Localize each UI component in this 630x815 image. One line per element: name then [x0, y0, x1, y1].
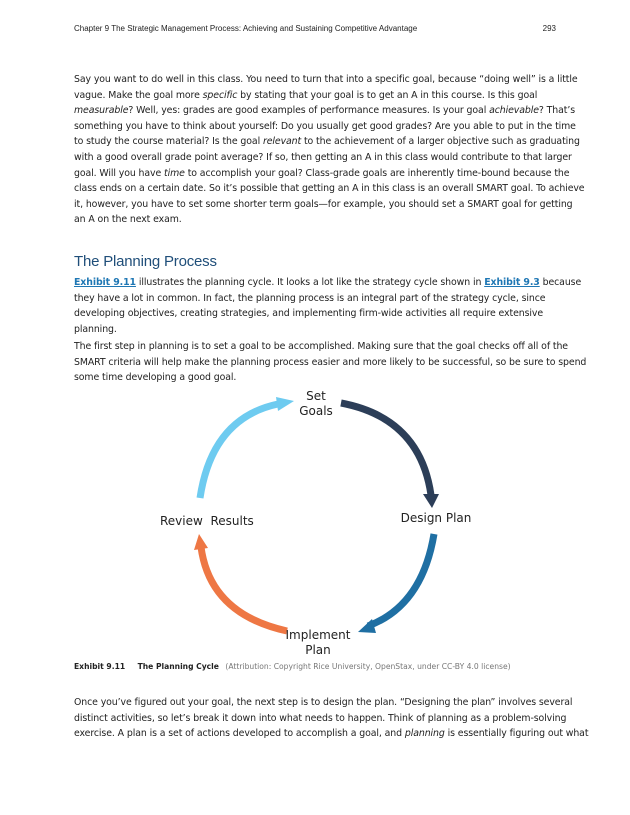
- stage-label-line: Design Plan: [400, 511, 472, 525]
- text-line: class ends on a certain date. So it’s possible that getting an A in this class is an overall SMART goal. To achieve: [74, 183, 585, 195]
- caption-attribution: (Attribution: Copyright Rice University, OpenStax, under CC-BY 4.0 license): [225, 662, 511, 671]
- exhibit-9-11-link[interactable]: Exhibit 9.11: [74, 277, 136, 288]
- emphasis-specific: specific: [202, 89, 238, 101]
- caption-title: The Planning Cycle: [137, 662, 219, 671]
- emphasis-achievable: achievable: [489, 105, 539, 117]
- stage-implement-plan: [280, 628, 356, 658]
- section-heading: The Planning Process: [74, 253, 217, 270]
- stage-label-line: Implement: [285, 628, 351, 642]
- chapter-title: Chapter 9 The Strategic Management Process: Achieving and Sustaining Competitive Advantage: [74, 24, 418, 33]
- emphasis-relevant: relevant: [262, 136, 302, 148]
- text-line: SMART criteria will help make the planning process easier and more likely to be successful, so be sure to spend: [74, 356, 587, 368]
- text-line: Exhibit 9.11 illustrates the planning cycle. It looks a lot like the strategy cycle shown in Exhibit 9.3 because: [74, 277, 582, 288]
- emphasis-measurable: measurable: [74, 105, 129, 117]
- stage-label-line: Plan: [305, 643, 331, 657]
- closing-paragraph: [74, 695, 589, 742]
- text-line: Once you’ve figured out your goal, the next step is to design the plan. “Designing the plan” involves several: [74, 697, 573, 708]
- text-line: to study the course material? Is the goal relevant to the achievement of a larger objective such as graduating: [74, 136, 580, 148]
- text-line: some time developing a good goal.: [74, 372, 237, 384]
- text-line: goal. Will you have time to accomplish your goal? Class-grade goals are inherently time-bound because the: [74, 167, 570, 179]
- intro-paragraph: [74, 72, 585, 228]
- planning-paragraph-2: [74, 339, 587, 386]
- text-line: The first step in planning is to set a goal to be accomplished. Making sure that the goal checks off all of the: [74, 341, 568, 352]
- text-line: an A on the next exam.: [74, 214, 182, 226]
- text-line: vague. Make the goal more specific by stating that your goal is to get an A in this course. Is this goal: [74, 89, 538, 101]
- planning-paragraph-1: [74, 275, 582, 337]
- stage-label-line: Review Results: [160, 514, 254, 528]
- stage-set-goals: [288, 389, 344, 419]
- page-number: 293: [542, 24, 556, 33]
- emphasis-planning: planning: [404, 728, 445, 740]
- arrowhead-review-results: [194, 534, 208, 550]
- arrow-review-results-to-set-goals: [200, 404, 278, 498]
- text-line: they have a lot in common. In fact, the planning process is an integral part of the strategy cycle, since: [74, 292, 546, 304]
- stage-review-results: [160, 514, 254, 529]
- planning-cycle-diagram: [150, 388, 490, 660]
- emphasis-time: time: [164, 167, 185, 179]
- text-line: planning.: [74, 323, 117, 335]
- stage-design-plan: [398, 511, 474, 526]
- text-line: distinct activities, so let’s break it down into what needs to happen. Think of planning as a problem-solving: [74, 712, 567, 724]
- text-line: it, however, you have to set some shorter term goals—for example, you should set a SMART goal for getting: [74, 198, 573, 210]
- stage-label-line: Set: [306, 389, 326, 403]
- exhibit-9-3-link[interactable]: Exhibit 9.3: [484, 277, 540, 288]
- text-line: Say you want to do well in this class. You need to turn that into a specific goal, because “doing well” is a little: [74, 74, 578, 85]
- text-line: measurable? Well, yes: grades are good examples of performance measures. Is your goal achievable? That’s: [74, 105, 576, 117]
- text-line: something you have to think about yourself: Do you usually get good grades? Are you able to put in the time: [74, 120, 576, 132]
- arrow-design-plan-to-implement-plan: [368, 534, 434, 626]
- text-line: exercise. A plan is a set of actions developed to accomplish a goal, and planning is essentially figuring out what: [74, 728, 589, 740]
- text-line: with a good overall grade point average? If so, then getting an A in this class would contribute to that larger: [74, 151, 572, 163]
- stage-label-line: Goals: [299, 404, 333, 418]
- text-line: developing objectives, creating strategies, and implementing firm-wide activities all require extensive: [74, 308, 543, 320]
- arrow-implement-plan-to-review-results: [201, 547, 287, 631]
- arrow-set-goals-to-design-plan: [341, 403, 431, 495]
- caption-label: Exhibit 9.11: [74, 662, 126, 671]
- arrowhead-design-plan: [423, 494, 439, 508]
- running-header: [74, 24, 556, 38]
- figure-caption: [74, 662, 511, 671]
